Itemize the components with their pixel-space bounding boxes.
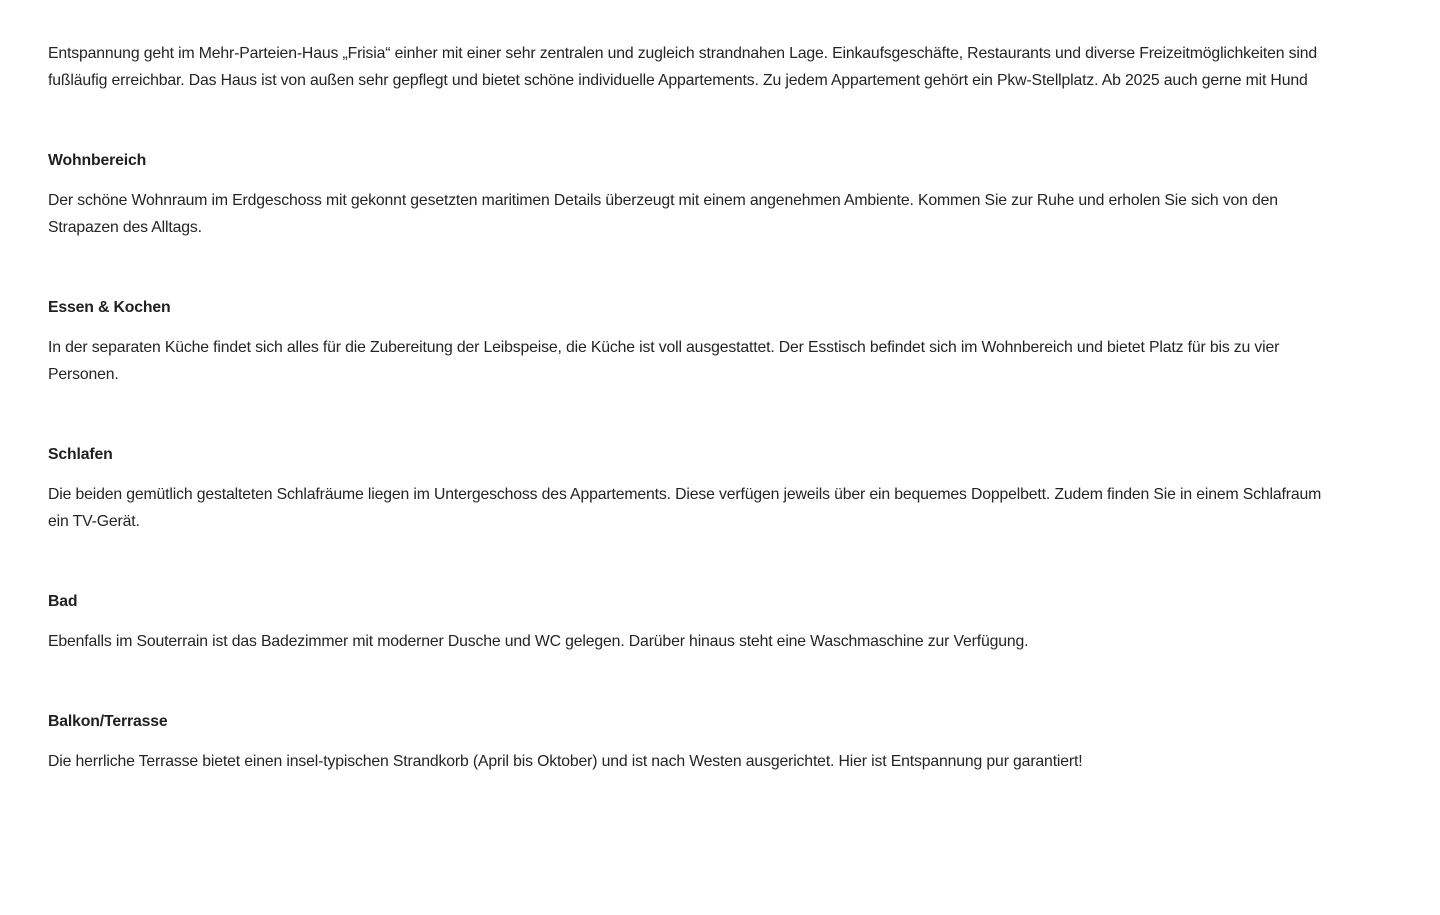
- section-body-wohnbereich: Der schöne Wohnraum im Erdgeschoss mit gekonnt gesetzten maritimen Details überzeugt mit einem angenehmen Ambiente. Kommen Sie zur Ruhe und erholen Sie sich von den Strapazen des Alltags.: [48, 192, 1278, 236]
- section-essen-kochen: [48, 294, 1335, 388]
- section-balkon-terrasse: [48, 708, 1335, 775]
- section-heading-balkon-terrasse: Balkon/Terrasse: [48, 713, 168, 730]
- section-heading-schlafen: Schlafen: [48, 446, 113, 463]
- section-bad: [48, 588, 1335, 655]
- section-schlafen: [48, 441, 1335, 535]
- section-body-essen-kochen: In der separaten Küche findet sich alles für die Zubereitung der Leibspeise, die Küche ist voll ausgestattet. Der Esstisch befindet sich im Wohnbereich und bietet Platz für bis zu vier Personen.: [48, 339, 1280, 383]
- section-body-schlafen: Die beiden gemütlich gestalteten Schlafräume liegen im Untergeschoss des Appartements. Diese verfügen jeweils über ein bequemes Doppelbett. Zudem finden Sie in einem Schlafraum ein TV-Gerät.: [48, 486, 1322, 530]
- section-heading-wohnbereich: Wohnbereich: [48, 152, 147, 169]
- intro-paragraph: Entspannung geht im Mehr-Parteien-Haus „Frisia“ einher mit einer sehr zentralen und zugleich strandnahen Lage. Einkaufsgeschäfte, Restaurants und diverse Freizeitmöglichkeiten sind fußläufig erreichbar. Das Haus ist von außen sehr gepflegt und bietet schöne individuelle Appartements. Zu jedem Appartement gehört ein Pkw-Stellplatz. Ab 2025 auch gerne mit Hund: [48, 45, 1318, 89]
- section-body-bad: Ebenfalls im Souterrain ist das Badezimmer mit moderner Dusche und WC gelegen. Darüber hinaus steht eine Waschmaschine zur Verfügung.: [48, 633, 1029, 650]
- section-body-balkon-terrasse: Die herrliche Terrasse bietet einen insel-typischen Strandkorb (April bis Oktober) und ist nach Westen ausgerichtet. Hier ist Entspannung pur garantiert!: [48, 753, 1083, 770]
- section-wohnbereich: [48, 147, 1335, 241]
- section-heading-bad: Bad: [48, 593, 78, 610]
- section-heading-essen-kochen: Essen & Kochen: [48, 299, 171, 316]
